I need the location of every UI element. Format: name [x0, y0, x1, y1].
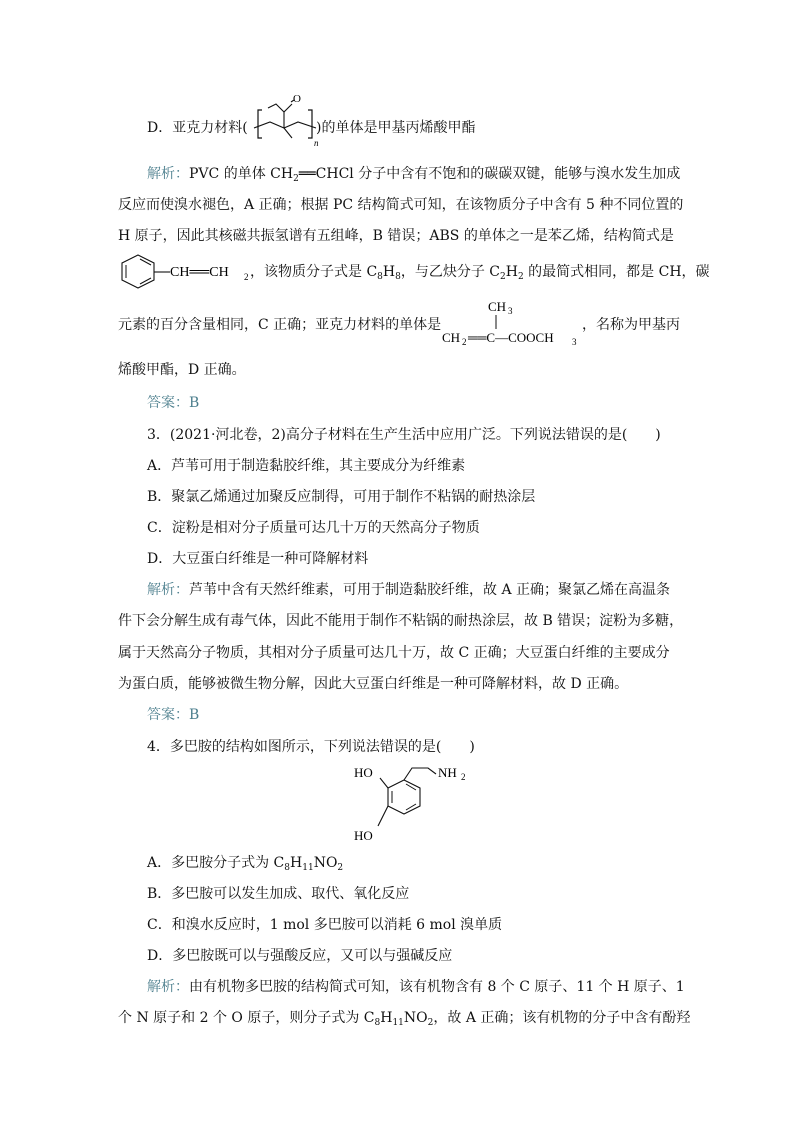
svg-text:2: 2 [461, 772, 466, 782]
q3-option-a: A．芦苇可用于制造黏胶纤维，其主要成分为纤维素 [147, 458, 466, 474]
styrene-label: CH══CH [170, 265, 229, 280]
q3-analysis-line-4: 为蛋白质，能够被微生物分解，因此大豆蛋白纤维是一种可降解材料，故 D 正确。 [118, 676, 629, 692]
q4-option-d: D．多巴胺既可以与强酸反应，又可以与强碱反应 [147, 948, 453, 964]
svg-text:HO: HO [354, 828, 373, 843]
svg-text:3: 3 [572, 337, 577, 346]
q4-option-a: A．多巴胺分子式为 $C_8H_{11}NO_2$ [147, 855, 344, 873]
q2-analysis-line-1: 解析：PVC 的单体 $CH_2══CHCl$ 分子中含有不饱和的碳碳双键，能够与溴水发生加成 [147, 166, 681, 184]
q3-analysis-line-3: 属于天然高分子物质，其相对分子质量可达几十万，故 C 正确；大豆蛋白纤维的主要成分 [118, 645, 670, 661]
q2-analysis-line-2: 反应而使溴水褪色，A 正确；根据 PC 结构简式可知，在该物质分子中含有 5 种不同位置的 [118, 197, 684, 213]
svg-text:3: 3 [508, 306, 513, 316]
option-d-label: D．亚克力材料( [147, 120, 248, 136]
pmma-o-label: O [293, 93, 301, 105]
q2-analysis-line-5b: ，名称为甲基丙 [582, 317, 680, 333]
q4-analysis-line-1: 解析：由有机物多巴胺的结构简式可知，该有机物含有 8 个 C 原子、11 个 H 原子、1 [147, 979, 685, 995]
q2-analysis-line-3: H 原子，因此其核磁共振氢谱有五组峰，B 错误；ABS 的单体之一是苯乙烯，结构简式是 [118, 228, 674, 244]
svg-text:══C—COOCH: ══C—COOCH [468, 330, 554, 345]
q3-option-d: D．大豆蛋白纤维是一种可降解材料 [147, 551, 369, 567]
svg-text:CH: CH [488, 299, 507, 314]
pmma-n-label: n [314, 138, 319, 148]
q3-answer: 答案：B [147, 707, 200, 723]
dopamine-structure-image [350, 760, 480, 845]
styrene-sub: 2 [244, 272, 249, 282]
svg-text:HO: HO [354, 765, 373, 780]
pmma-structure-image [250, 88, 325, 148]
q3-option-b: B．聚氯乙烯通过加聚反应制得，可用于制作不粘锅的耐热涂层 [147, 489, 536, 505]
option-d-suffix: )的单体是甲基丙烯酸甲酯 [316, 120, 476, 136]
styrene-structure-image [118, 250, 253, 290]
mma-monomer-image [440, 296, 590, 346]
q3-option-c: C．淀粉是相对分子质量可达几十万的天然高分子物质 [147, 520, 480, 536]
q4-option-b: B．多巴胺可以发生加成、取代、氧化反应 [147, 886, 410, 902]
q3-analysis-line-2: 件下会分解生成有毒气体，因此不能用于制作不粘锅的耐热涂层，故 B 错误；淀粉为多糖， [118, 613, 684, 629]
q2-analysis-line-5a: 元素的百分含量相同，C 正确；亚克力材料的单体是 [118, 317, 442, 333]
svg-text:NH: NH [438, 765, 457, 780]
svg-text:CH: CH [442, 330, 461, 345]
q4-stem: 4．多巴胺的结构如图所示，下列说法错误的是( ) [147, 739, 475, 755]
q3-analysis-line-1: 解析：芦苇中含有天然纤维素，可用于制造黏胶纤维，故 A 正确；聚氯乙烯在高温条 [147, 582, 671, 598]
q2-analysis-line-6: 烯酸甲酯，D 正确。 [118, 362, 246, 378]
q4-option-c: C．和溴水反应时，1 mol 多巴胺可以消耗 6 mol 溴单质 [147, 917, 503, 933]
q3-stem: 3．(2021·河北卷，2)高分子材料在生产生活中应用广泛。下列说法错误的是( ) [147, 427, 661, 443]
q2-analysis-line-4: ，该物质分子式是 $C_8H_8$，与乙炔分子 $C_2H_2$ 的最简式相同，都是 CH，碳 [250, 264, 710, 282]
q4-analysis-line-2: 个 N 原子和 2 个 O 原子，则分子式为 $C_8H_{11}NO_2$，故 A 正确；该有机物的分子中含有酚羟 [118, 1010, 691, 1028]
svg-text:2: 2 [462, 337, 467, 346]
q2-answer: 答案：B [147, 395, 200, 411]
